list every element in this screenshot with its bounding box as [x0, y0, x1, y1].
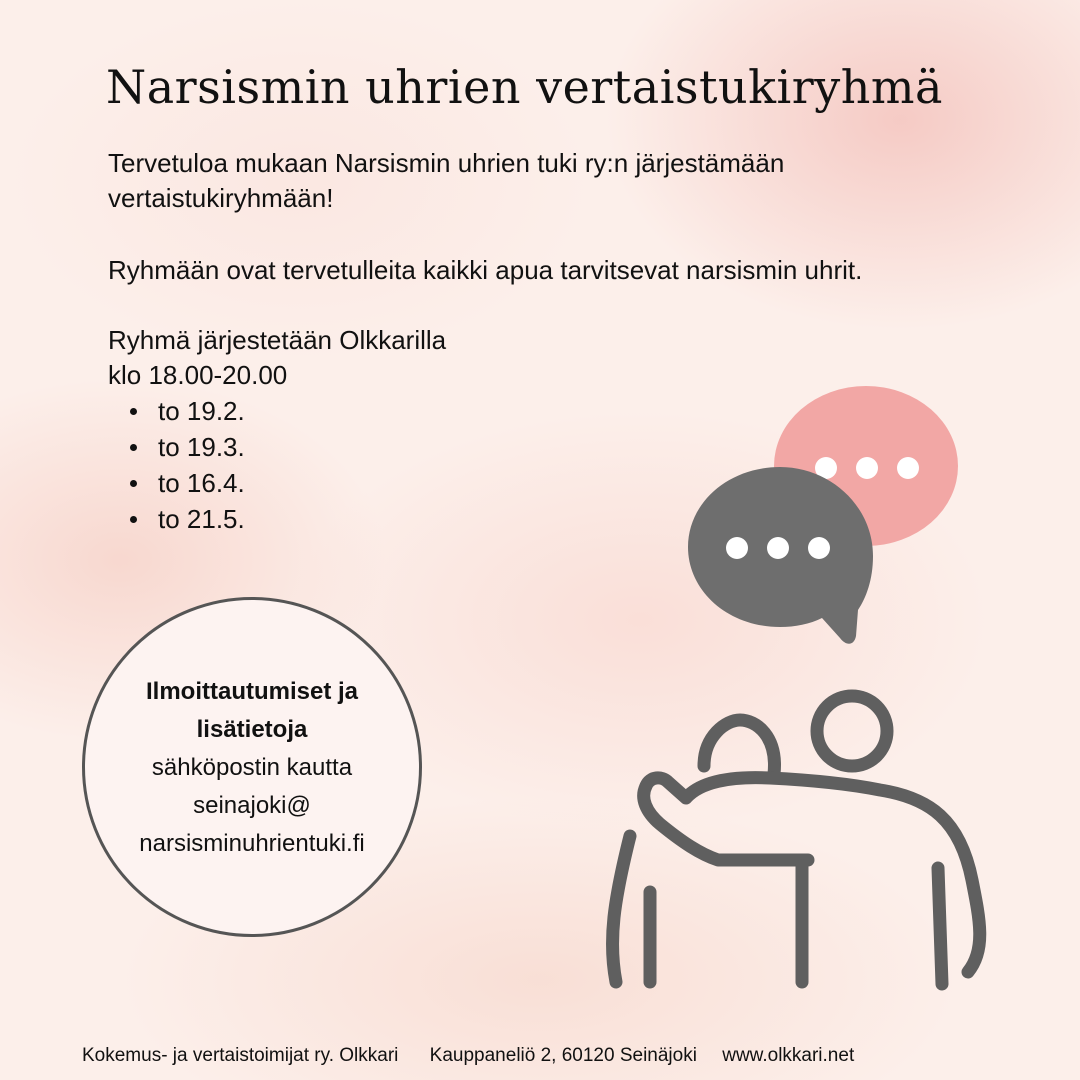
date-list — [108, 393, 446, 537]
date-item — [130, 429, 446, 465]
contact-heading-line1: Ilmoittautumiset ja — [145, 678, 359, 705]
intro-text: Tervetuloa mukaan Narsismin uhrien tuki ry:n järjestämään vertaistukiryhmään! — [108, 148, 785, 213]
footer-organization: Kokemus- ja vertaistoimijat ry. Olkkari — [82, 1045, 399, 1066]
schedule-section — [108, 323, 446, 537]
bullet-icon — [130, 408, 137, 415]
bullet-icon — [130, 444, 137, 451]
contact-method: sähköpostin kautta — [151, 754, 353, 781]
location-text: Ryhmä järjestetään Olkkarilla — [108, 325, 447, 355]
date-label: to 19.2. — [158, 396, 245, 426]
illustration — [590, 380, 1010, 1020]
contact-email-domain[interactable]: narsisminuhrientuki.fi — [139, 830, 365, 857]
footer-address: Kauppaneliö 2, 60120 Seinäjoki — [429, 1045, 697, 1066]
date-label: to 19.3. — [158, 432, 245, 462]
contact-email-user[interactable]: seinajoki@ — [193, 792, 311, 819]
two-people-embrace-icon — [612, 696, 979, 984]
footer — [82, 1045, 854, 1067]
date-item — [130, 393, 446, 429]
contact-circle — [82, 597, 422, 937]
date-item — [130, 501, 446, 537]
page-title: Narsismin uhrien vertaistukiryhmä — [106, 60, 943, 114]
bullet-icon — [130, 480, 137, 487]
date-item — [130, 465, 446, 501]
gray-speech-bubble-icon — [688, 467, 873, 644]
contact-heading-line2: lisätietoja — [196, 716, 308, 743]
date-label: to 16.4. — [158, 468, 245, 498]
bullet-icon — [130, 516, 137, 523]
welcome-text: Ryhmään ovat tervetulleita kaikki apua tarvitsevat narsismin uhrit. — [108, 255, 863, 285]
footer-website-link[interactable]: www.olkkari.net — [722, 1045, 855, 1066]
date-label: to 21.5. — [158, 504, 245, 534]
time-text: klo 18.00-20.00 — [108, 360, 288, 390]
